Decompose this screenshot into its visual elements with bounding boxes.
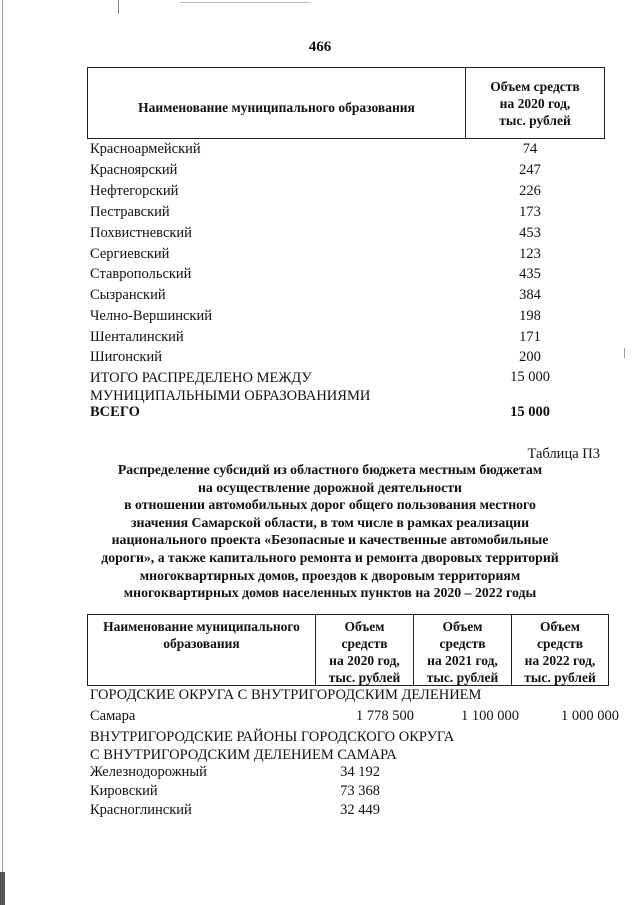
title-line: дороги», а также капитального ремонта и ремонта дворовых территорий xyxy=(101,549,559,565)
scan-edge-mark xyxy=(0,872,5,905)
table1-header xyxy=(87,67,605,139)
title-line: на осуществление дорожной деятельности xyxy=(197,479,463,495)
table-row-name: Самара xyxy=(90,708,136,724)
table-row-value: 226 xyxy=(519,183,541,199)
table-row-value-2020: 73 368 xyxy=(340,783,380,799)
scan-mark xyxy=(624,348,625,358)
table2-header-2020 xyxy=(316,615,414,685)
table-row-name: Красноярский xyxy=(90,162,178,178)
grand-total-value: 15 000 xyxy=(510,404,550,420)
table-row-name: Шенталинский xyxy=(90,329,184,345)
header-line: тыс. рублей xyxy=(328,670,401,685)
table-row-value-2022: 1 000 000 xyxy=(561,708,619,724)
scan-edge xyxy=(2,0,3,905)
table-row-value-2021: 1 100 000 xyxy=(461,708,519,724)
header-line: тыс. рублей xyxy=(524,670,596,685)
total-line: ИТОГО РАСПРЕДЕЛЕНО МЕЖДУ xyxy=(90,370,312,386)
section-line: ВНУТРИГОРОДСКИЕ РАЙОНЫ ГОРОДСКОГО ОКРУГА xyxy=(90,729,455,745)
table-row-value: 74 xyxy=(522,141,538,157)
title-line: значения Самарской области, в том числе в рамках реализации xyxy=(130,514,530,530)
table-row-value: 123 xyxy=(519,246,541,262)
section-heading: ГОРОДСКИЕ ОКРУГА С ВНУТРИГОРОДСКИМ ДЕЛЕНИЕМ xyxy=(90,687,482,703)
table-row-name: Шигонский xyxy=(90,349,162,365)
section-heading xyxy=(90,728,454,764)
header-line: образования xyxy=(163,636,240,651)
total-distributed-label xyxy=(90,369,470,405)
table-row-name: Челно-Вершинский xyxy=(90,308,212,324)
page-number: 466 xyxy=(308,39,332,55)
table1-header-name: Наименование муниципального образования xyxy=(88,68,466,138)
table-row-value: 198 xyxy=(519,308,541,324)
table-row-value: 384 xyxy=(519,287,541,303)
table-row-value: 171 xyxy=(519,329,541,345)
total-distributed-value: 15 000 xyxy=(510,369,550,385)
title-line: национального проекта «Безопасные и качественные автомобильные xyxy=(111,532,549,548)
header-line: Объем xyxy=(344,619,385,634)
header-line: средств xyxy=(439,636,486,651)
title-line: многоквартирных домов, проездов к дворовым территориям xyxy=(139,567,521,583)
header-line: средств xyxy=(536,636,584,651)
table2-header-2022 xyxy=(512,615,608,685)
header-line: на 2022 год, xyxy=(524,653,596,668)
scan-mark xyxy=(180,2,310,3)
header-line: Объем xyxy=(442,619,483,634)
table-row-value-2020: 34 192 xyxy=(340,764,380,780)
header-line: средств xyxy=(341,636,388,651)
table-row-name: Железнодорожный xyxy=(90,764,207,780)
table2-header xyxy=(87,614,609,686)
table-label: Таблица П3 xyxy=(527,446,600,462)
title-line: в отношении автомобильных дорог общего пользования местного xyxy=(124,497,536,513)
grand-total-label: ВСЕГО xyxy=(90,404,140,420)
section-line: С ВНУТРИГОРОДСКИМ ДЕЛЕНИЕМ САМАРА xyxy=(90,747,397,763)
table-row-name: Похвистневский xyxy=(90,225,192,241)
table-title xyxy=(60,461,600,602)
table-row-value: 435 xyxy=(519,266,541,282)
table2-header-2021 xyxy=(414,615,512,685)
header-line: на 2021 год, xyxy=(427,653,498,668)
table2-header-name xyxy=(88,615,316,685)
table-row-name: Красноглинский xyxy=(90,802,192,818)
header-line: Объем средств xyxy=(490,78,580,94)
header-line: Наименование муниципального xyxy=(103,619,300,634)
table-row-name: Нефтегорский xyxy=(90,183,179,199)
header-line: тыс. рублей xyxy=(499,112,571,128)
table-row-value-2020: 32 449 xyxy=(340,802,380,818)
header-line: Объем xyxy=(540,619,580,634)
table-row-value: 200 xyxy=(519,349,541,365)
title-line: многоквартирных домов населенных пунктов на 2020 – 2022 годы xyxy=(123,585,537,601)
table1-header-value xyxy=(466,68,604,138)
table-row-value: 247 xyxy=(519,162,541,178)
table-row-value: 453 xyxy=(519,225,541,241)
table-row-name: Ставропольский xyxy=(90,266,192,282)
table-row-name: Сызранский xyxy=(90,287,166,303)
table-row-value-2020: 1 778 500 xyxy=(356,708,414,724)
header-line: на 2020 год, xyxy=(329,653,400,668)
header-line: на 2020 год, xyxy=(499,95,571,111)
title-line: Распределение субсидий из областного бюджета местным бюджетам xyxy=(117,462,543,477)
table-row-name: Кировский xyxy=(90,783,158,799)
table-row-name: Красноармейский xyxy=(90,141,201,157)
total-line: МУНИЦИПАЛЬНЫМИ ОБРАЗОВАНИЯМИ xyxy=(90,388,371,404)
table-row-value: 173 xyxy=(519,204,541,220)
table-row-name: Сергиевский xyxy=(90,246,170,262)
header-line: тыс. рублей xyxy=(426,670,499,685)
scan-mark xyxy=(118,0,119,14)
table-row-name: Пестравский xyxy=(90,204,170,220)
